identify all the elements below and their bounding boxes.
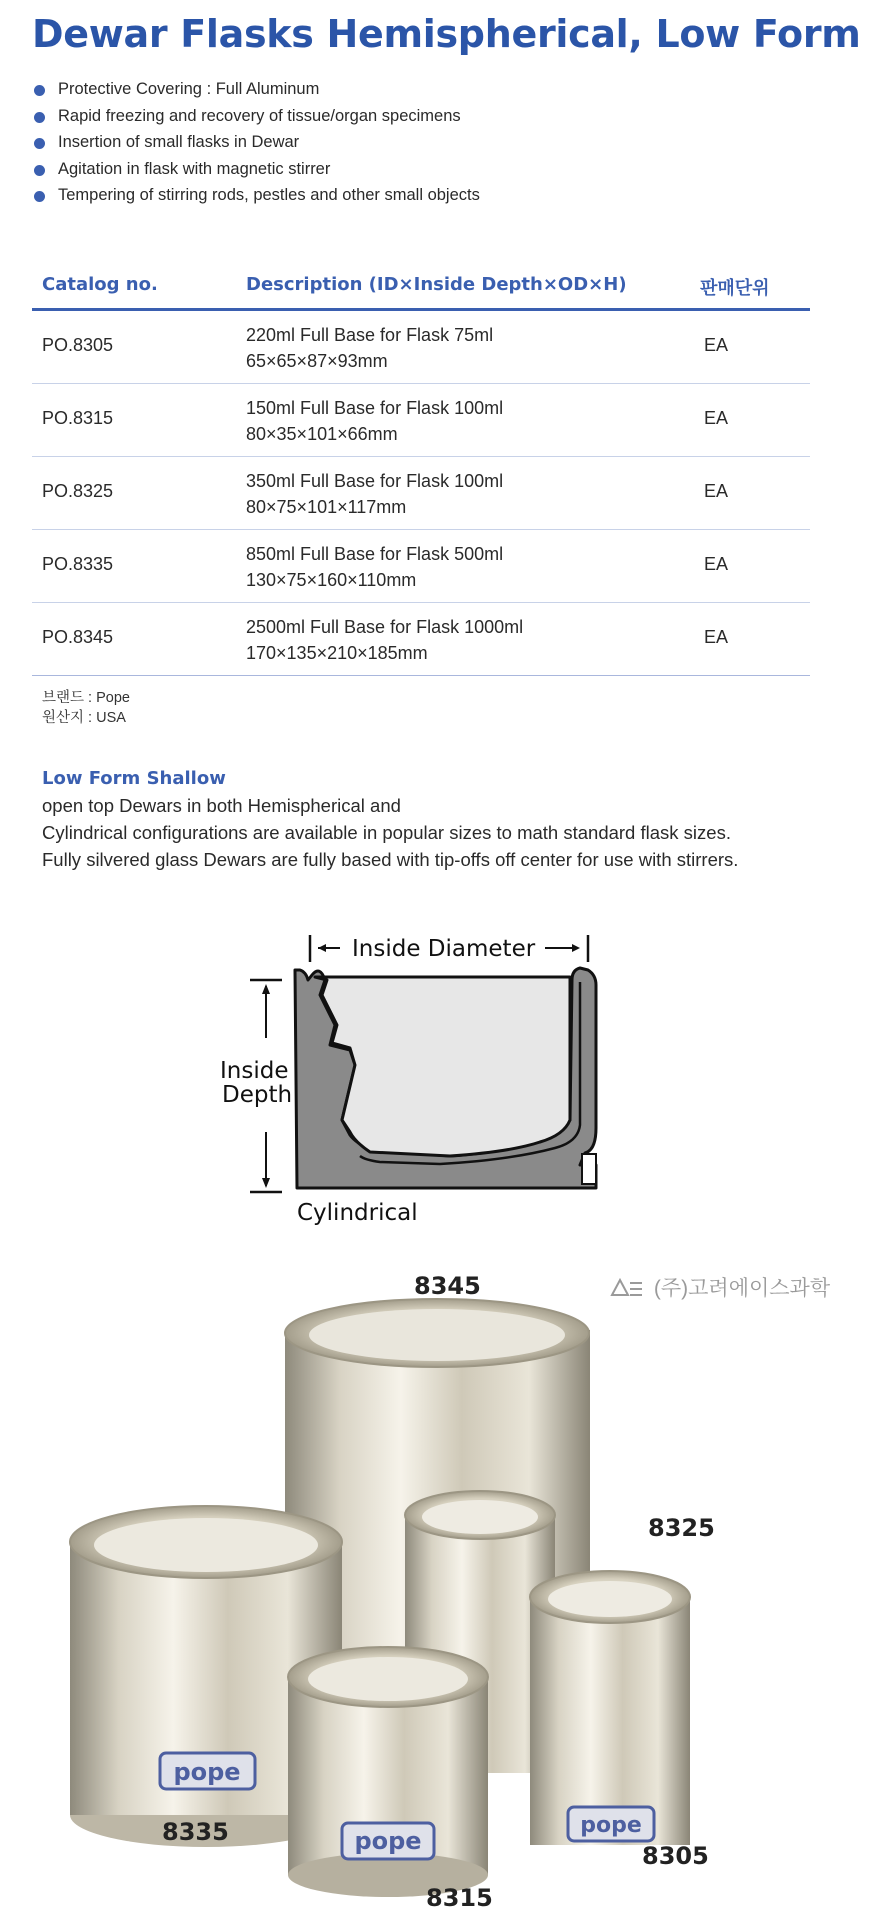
description-section [42, 766, 862, 873]
feature-item: Tempering of stirring rods, pestles and other small objects [30, 182, 480, 209]
bullet-icon [34, 165, 45, 176]
table-row [32, 603, 810, 676]
feature-item: Agitation in flask with magnetic stirrer [30, 156, 480, 183]
bullet-icon [34, 191, 45, 202]
unit-cell: EA [704, 554, 729, 574]
header-description: Description (ID×Inside Depth×OD×H) [246, 274, 627, 295]
arrowhead-right-icon [572, 944, 580, 952]
arrowhead-left-icon [318, 944, 326, 952]
description-cell: 150ml Full Base for Flask 100ml 80×35×101×66mm [246, 398, 504, 444]
table-row [32, 311, 810, 384]
origin-text: 원산지 : USA [42, 710, 126, 726]
bullet-icon [34, 138, 45, 149]
bullet-icon [34, 85, 45, 96]
description-cell: 350ml Full Base for Flask 100ml 80×75×101×117mm [246, 471, 504, 517]
depth-label: Depth [222, 1082, 293, 1108]
catalog-cell: PO.8315 [42, 408, 114, 428]
feature-list [30, 76, 480, 209]
inside-diameter-label: Inside Diameter [352, 936, 536, 962]
flask-base-notch [582, 1154, 596, 1184]
company-watermark: (주)고려에이스과학 [608, 1272, 830, 1302]
label-8325: 8325 [648, 1514, 715, 1542]
unit-cell: EA [704, 408, 729, 428]
flask-8315 [288, 1647, 488, 1897]
header-unit: 판매단위 [700, 278, 770, 299]
product-table [32, 264, 810, 676]
label-8335: 8335 [162, 1818, 229, 1846]
dewar-cross-section-diagram [210, 920, 630, 1230]
svg-text:pope: pope [580, 1813, 642, 1838]
section-line: open top Dewars in both Hemispherical and [42, 795, 401, 816]
table-row [32, 457, 810, 530]
description-cell: 850ml Full Base for Flask 500ml 130×75×160×110mm [246, 544, 504, 590]
product-meta [42, 688, 130, 728]
bullet-icon [34, 112, 45, 123]
description-cell: 2500ml Full Base for Flask 1000ml 170×135×210×185mm [246, 617, 524, 663]
svg-text:pope: pope [173, 1758, 241, 1786]
feature-item: Protective Covering : Full Aluminum [30, 76, 480, 103]
inside-label: Inside [220, 1058, 289, 1084]
catalog-cell: PO.8305 [42, 335, 114, 355]
flask-cavity [315, 977, 570, 1156]
brand-text: 브랜드 : Pope [42, 690, 130, 706]
table-row [32, 530, 810, 603]
feature-item: Insertion of small flasks in Dewar [30, 129, 480, 156]
section-line: Fully silvered glass Dewars are fully based with tip-offs off center for use with stirrers. [42, 849, 739, 870]
section-line: Cylindrical configurations are available in popular sizes to math standard flask sizes. [42, 822, 731, 843]
arrowhead-down-icon [262, 1178, 270, 1188]
catalog-cell: PO.8325 [42, 481, 114, 501]
unit-cell: EA [704, 481, 729, 501]
header-catalog: Catalog no. [42, 274, 158, 295]
feature-item: Rapid freezing and recovery of tissue/organ specimens [30, 103, 480, 130]
label-8345: 8345 [414, 1272, 481, 1300]
page-title: Dewar Flasks Hemispherical, Low Form [32, 12, 861, 56]
unit-cell: EA [704, 335, 729, 355]
section-heading: Low Form Shallow [42, 768, 226, 789]
label-8315: 8315 [426, 1884, 493, 1912]
description-cell: 220ml Full Base for Flask 75ml 65×65×87×93mm [246, 325, 494, 371]
label-8305: 8305 [642, 1842, 709, 1870]
table-header [32, 264, 810, 311]
flask-8305 [530, 1571, 690, 1845]
catalog-cell: PO.8345 [42, 627, 114, 647]
arrowhead-up-icon [262, 984, 270, 994]
table-row [32, 384, 810, 457]
svg-text:pope: pope [354, 1827, 422, 1855]
catalog-cell: PO.8335 [42, 554, 114, 574]
cylindrical-label: Cylindrical [297, 1200, 418, 1226]
unit-cell: EA [704, 627, 729, 647]
